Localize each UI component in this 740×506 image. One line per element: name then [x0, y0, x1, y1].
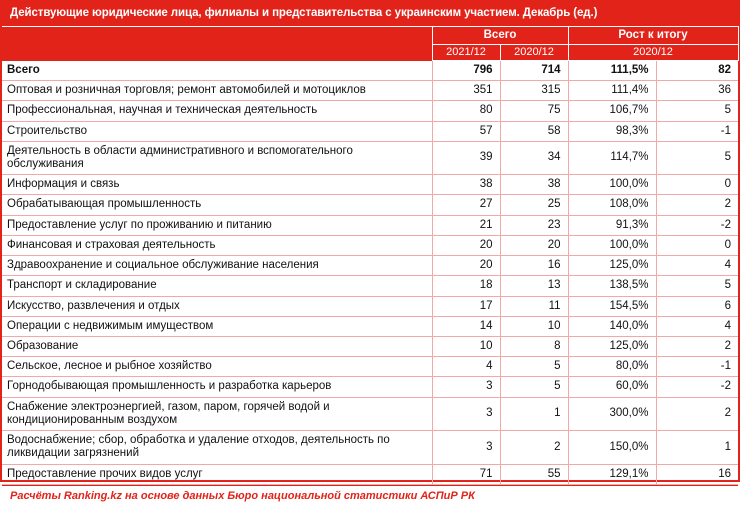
- table-row: [2, 357, 738, 377]
- table-row: [2, 195, 738, 215]
- table-row: [2, 276, 738, 296]
- row-value-2020: 315: [500, 81, 568, 101]
- table-row: [2, 101, 738, 121]
- row-growth-abs: 4: [656, 256, 738, 276]
- row-growth-pct: 138,5%: [568, 276, 656, 296]
- row-value-2020: 34: [500, 141, 568, 174]
- header-spacer: [2, 27, 432, 45]
- row-growth-abs: 2: [656, 337, 738, 357]
- row-label: Оптовая и розничная торговля; ремонт автомобилей и мотоциклов: [2, 81, 432, 101]
- row-growth-pct: 111,4%: [568, 81, 656, 101]
- row-value-2021: 21: [432, 215, 500, 235]
- row-growth-abs: 5: [656, 101, 738, 121]
- row-growth-pct: 129,1%: [568, 464, 656, 484]
- row-value-2021: 10: [432, 337, 500, 357]
- table-row-total: [2, 60, 738, 80]
- table-row: [2, 235, 738, 255]
- row-label: Предоставление прочих видов услуг: [2, 464, 432, 484]
- row-growth-pct: 60,0%: [568, 377, 656, 397]
- row-value-2020: 55: [500, 464, 568, 484]
- row-growth-abs: 0: [656, 175, 738, 195]
- row-value-2020: 2: [500, 431, 568, 464]
- row-label: Сельское, лесное и рыбное хозяйство: [2, 357, 432, 377]
- row-value-2021: 57: [432, 121, 500, 141]
- row-value-2020: 1: [500, 397, 568, 430]
- row-value-2021: 27: [432, 195, 500, 215]
- row-growth-pct: 114,7%: [568, 141, 656, 174]
- row-value-2021: 4: [432, 357, 500, 377]
- row-label: Операции с недвижимым имуществом: [2, 316, 432, 336]
- row-label: Финансовая и страховая деятельность: [2, 235, 432, 255]
- header-group-total: Всего: [432, 27, 568, 45]
- row-growth-pct: 100,0%: [568, 175, 656, 195]
- row-growth-abs: -1: [656, 357, 738, 377]
- table-row: [2, 337, 738, 357]
- row-value-2021: 20: [432, 256, 500, 276]
- row-value-2020: 13: [500, 276, 568, 296]
- row-growth-pct: 108,0%: [568, 195, 656, 215]
- row-value-2021: 796: [432, 60, 500, 80]
- table-row: [2, 215, 738, 235]
- row-value-2020: 5: [500, 357, 568, 377]
- row-growth-pct: 125,0%: [568, 337, 656, 357]
- row-value-2020: 11: [500, 296, 568, 316]
- row-growth-abs: -1: [656, 121, 738, 141]
- row-label: Обрабатывающая промышленность: [2, 195, 432, 215]
- row-growth-abs: 36: [656, 81, 738, 101]
- row-label: Предоставление услуг по проживанию и питанию: [2, 215, 432, 235]
- row-value-2020: 25: [500, 195, 568, 215]
- row-label: Водоснабжение; сбор, обработка и удаление отходов, деятельность по ликвидации загрязнений: [2, 431, 432, 464]
- row-value-2020: 16: [500, 256, 568, 276]
- table-row: [2, 256, 738, 276]
- table-row: [2, 175, 738, 195]
- row-label: Здравоохранение и социальное обслуживание населения: [2, 256, 432, 276]
- row-value-2021: 71: [432, 464, 500, 484]
- source-note: Расчёты Ranking.kz на основе данных Бюро национальной статистики АСПиР РК: [2, 485, 738, 506]
- row-growth-pct: 98,3%: [568, 121, 656, 141]
- row-growth-abs: 5: [656, 276, 738, 296]
- row-value-2020: 38: [500, 175, 568, 195]
- row-value-2021: 3: [432, 377, 500, 397]
- row-growth-pct: 150,0%: [568, 431, 656, 464]
- row-label: Строительство: [2, 121, 432, 141]
- row-growth-pct: 80,0%: [568, 357, 656, 377]
- table-row: [2, 397, 738, 430]
- row-value-2021: 20: [432, 235, 500, 255]
- table-header-row: [2, 44, 738, 60]
- row-growth-pct: 106,7%: [568, 101, 656, 121]
- row-growth-abs: 2: [656, 397, 738, 430]
- row-growth-abs: 2: [656, 195, 738, 215]
- row-value-2020: 75: [500, 101, 568, 121]
- header-group-growth: Рост к итогу: [568, 27, 738, 45]
- row-value-2020: 714: [500, 60, 568, 80]
- row-growth-pct: 154,5%: [568, 296, 656, 316]
- table-row: [2, 121, 738, 141]
- table-body: [2, 60, 738, 484]
- data-table: [2, 26, 739, 485]
- row-value-2020: 20: [500, 235, 568, 255]
- row-value-2021: 18: [432, 276, 500, 296]
- header-col-2020: 2020/12: [500, 44, 568, 60]
- row-growth-abs: -2: [656, 215, 738, 235]
- table-header-group-row: [2, 27, 738, 45]
- row-value-2021: 3: [432, 397, 500, 430]
- row-growth-pct: 300,0%: [568, 397, 656, 430]
- row-growth-abs: 4: [656, 316, 738, 336]
- row-growth-pct: 125,0%: [568, 256, 656, 276]
- row-growth-abs: 6: [656, 296, 738, 316]
- row-value-2021: 38: [432, 175, 500, 195]
- table-row: [2, 141, 738, 174]
- row-label: Образование: [2, 337, 432, 357]
- row-value-2021: 39: [432, 141, 500, 174]
- row-growth-pct: 91,3%: [568, 215, 656, 235]
- table-row: [2, 316, 738, 336]
- row-value-2020: 58: [500, 121, 568, 141]
- row-value-2020: 10: [500, 316, 568, 336]
- page-title: Действующие юридические лица, филиалы и представительства с украинским участием. Декабрь (ед.): [2, 2, 738, 26]
- row-value-2021: 3: [432, 431, 500, 464]
- row-label: Профессиональная, научная и техническая деятельность: [2, 101, 432, 121]
- row-label: Горнодобывающая промышленность и разработка карьеров: [2, 377, 432, 397]
- row-growth-abs: 82: [656, 60, 738, 80]
- row-value-2021: 80: [432, 101, 500, 121]
- row-label: Транспорт и складирование: [2, 276, 432, 296]
- row-label: Снабжение электроэнергией, газом, паром, горячей водой и кондиционированным воздухом: [2, 397, 432, 430]
- header-spacer-2: [2, 44, 432, 60]
- row-growth-pct: 111,5%: [568, 60, 656, 80]
- table-row: [2, 81, 738, 101]
- row-value-2021: 17: [432, 296, 500, 316]
- table-row: [2, 464, 738, 484]
- row-label: Всего: [2, 60, 432, 80]
- row-growth-abs: 1: [656, 431, 738, 464]
- row-label: Искусство, развлечения и отдых: [2, 296, 432, 316]
- row-value-2021: 14: [432, 316, 500, 336]
- row-value-2020: 5: [500, 377, 568, 397]
- table-row: [2, 296, 738, 316]
- row-label: Информация и связь: [2, 175, 432, 195]
- table-row: [2, 377, 738, 397]
- row-value-2021: 351: [432, 81, 500, 101]
- row-label: Деятельность в области административного и вспомогательного обслуживания: [2, 141, 432, 174]
- row-growth-abs: -2: [656, 377, 738, 397]
- header-col-growth-period: 2020/12: [568, 44, 738, 60]
- row-growth-abs: 0: [656, 235, 738, 255]
- table-row: [2, 431, 738, 464]
- row-growth-pct: 100,0%: [568, 235, 656, 255]
- row-growth-pct: 140,0%: [568, 316, 656, 336]
- row-growth-abs: 16: [656, 464, 738, 484]
- row-value-2020: 23: [500, 215, 568, 235]
- row-value-2020: 8: [500, 337, 568, 357]
- header-col-2021: 2021/12: [432, 44, 500, 60]
- row-growth-abs: 5: [656, 141, 738, 174]
